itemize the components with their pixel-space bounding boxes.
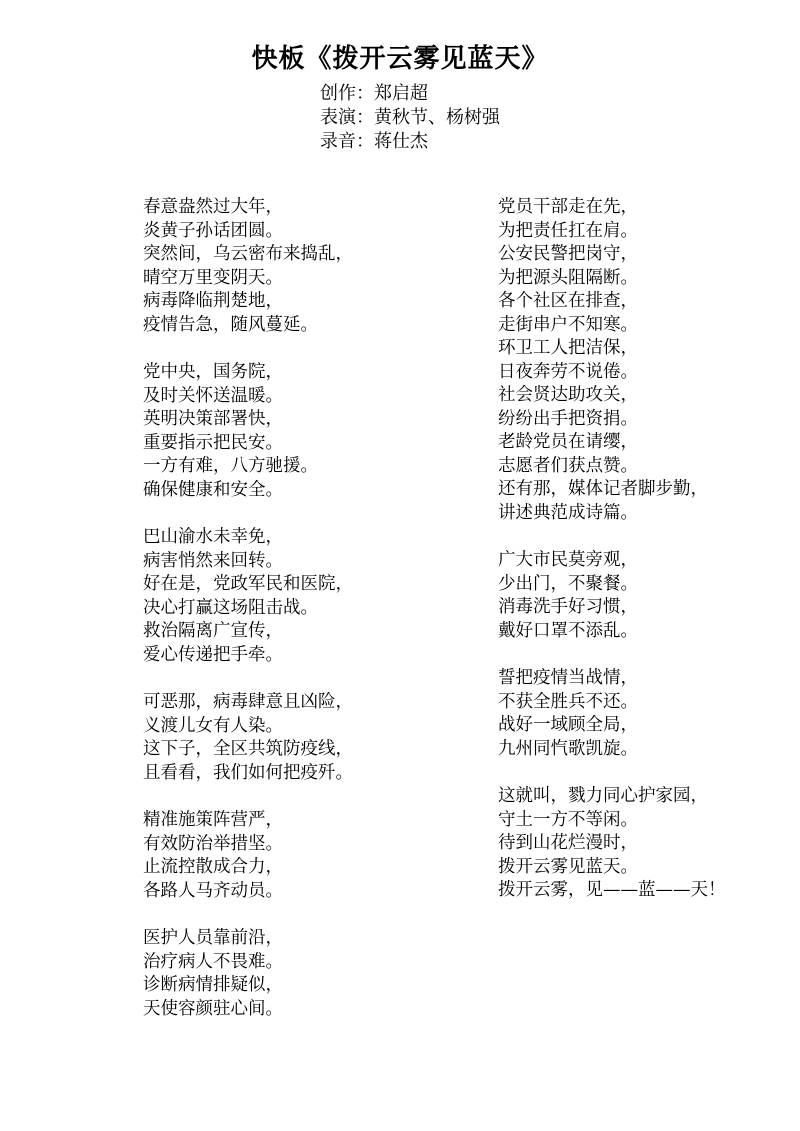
verse-line: 治疗病人不畏难。 [143,951,283,972]
verse-line: 英明决策部署快， [143,409,283,429]
verse-line: 这下子，全区共筑防疫线， [143,739,353,759]
verse-line: 有效防治举措坚。 [143,833,283,854]
stanza [143,927,353,1021]
stanza [143,526,353,667]
document-title: 快板《拨开云雾见蓝天》 [251,44,549,74]
verse-line: 日夜奔劳不说倦。 [498,361,638,382]
verse-line: 医护人员靠前沿， [143,928,283,948]
verse-line: 待到山花烂漫时， [498,833,638,853]
verse-line: 救治隔离广宣传， [143,621,283,641]
verse-line: 守土一方不等闲。 [498,809,638,830]
verse-line: 精准施策阵营严， [143,810,283,830]
verse-line: 及时关怀送温暖。 [143,385,283,406]
left-column [143,196,353,1045]
verse-line: 走街串户不知寒。 [498,314,638,335]
verse-line: 晴空万里变阴天。 [143,267,283,288]
verse-line: 突然间，乌云密布来捣乱， [143,244,353,264]
verse-line: 各个社区在排查， [498,291,638,311]
verse-line: 为把责任扛在肩。 [498,220,638,241]
credits-block [320,82,500,154]
verse-line: 且看看，我们如何把疫歼。 [143,762,353,783]
verse-line: 誓把疫情当战情， [498,668,638,688]
verse-line: 义渡儿女有人染。 [143,715,283,736]
stanza [498,549,726,643]
verse-line: 天使容颜驻心间。 [143,998,283,1019]
verse-line: 讲述典范成诗篇。 [498,502,638,523]
verse-line: 消毒洗手好习惯， [498,597,638,617]
credit-author: 创作：郑启超 [320,83,428,104]
verse-line: 春意盎然过大年， [143,197,283,217]
verse-line: 社会贤达助攻关， [498,385,638,405]
verse-line: 少出门，不聚餐。 [498,573,638,594]
verse-line: 戴好口罩不添乱。 [498,620,638,641]
verse-line: 巴山渝水未幸免， [143,527,283,547]
verse-line: 九州同忾歌凯旋。 [498,738,638,759]
verse-line: 纷纷出手把资捐。 [498,408,638,429]
verse-line: 各路人马齐动员。 [143,880,283,901]
verse-line: 不获全胜兵不还。 [498,691,638,712]
verse-line: 一方有难，八方驰援。 [143,456,318,476]
right-column [498,196,726,927]
verse-line: 党中央，国务院， [143,362,283,382]
stanza [143,809,353,903]
verse-line: 疫情告急，随风蔓延。 [143,314,318,335]
verse-line: 爱心传递把手牵。 [143,644,283,665]
verse-line: 拨开云雾见蓝天。 [498,856,638,877]
stanza [498,785,726,903]
credit-recording: 录音：蒋仕杰 [320,131,428,152]
verse-line: 决心打赢这场阻击战。 [143,597,318,618]
stanza [143,361,353,502]
verse-line: 病害悄然来回转。 [143,550,283,571]
verse-line: 战好一域顾全局， [498,715,638,735]
verse-line: 志愿者们获点赞。 [498,455,638,476]
verse-line: 诊断病情排疑似， [143,975,283,995]
credit-performers: 表演：黄秋节、杨树强 [320,107,500,128]
verse-line: 广大市民莫旁观， [498,550,638,570]
verse-line: 确保健康和安全。 [143,479,283,500]
stanza [498,667,726,761]
verse-line: 还有那，媒体记者脚步勤， [498,479,708,499]
verse-line: 这就叫，戮力同心护家园， [498,786,708,806]
verse-line: 重要指示把民安。 [143,432,283,453]
verse-line: 炎黄子孙话团圆。 [143,220,283,241]
verse-line: 好在是，党政军民和医院， [143,574,353,594]
verse-line: 止流控散成合力， [143,857,283,877]
verse-line: 病毒降临荆楚地， [143,291,283,311]
verse-line: 为把源头阻隔断。 [498,267,638,288]
stanza [498,196,726,525]
stanza [143,196,353,337]
verse-line: 公安民警把岗守， [498,244,638,264]
verse-line: 拨开云雾，见——蓝——天！ [498,880,726,900]
verse-line: 党员干部走在先， [498,197,638,217]
verse-line: 老龄党员在请缨， [498,432,638,452]
verse-line: 环卫工人把洁保， [498,338,638,358]
verse-line: 可恶那，病毒肆意且凶险， [143,692,353,712]
stanza [143,691,353,785]
